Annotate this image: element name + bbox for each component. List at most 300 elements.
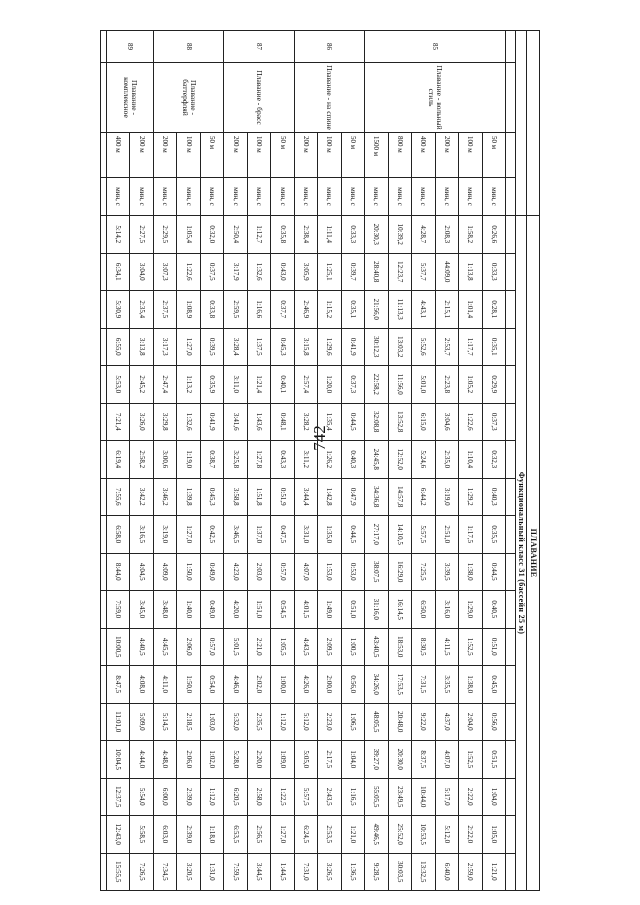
time-cell: 15:55,5 (107, 853, 131, 891)
event-name: Плавание - вольный стиль (365, 63, 506, 133)
unit-cell: мин, с (388, 178, 411, 216)
time-cell: 11:01,0 (107, 703, 131, 741)
time-cell: 1:03,0 (200, 703, 223, 741)
time-cell: 0:47,9 (341, 478, 364, 516)
time-cell: 5:01,0 (412, 366, 435, 404)
time-cell: 44:09,0 (435, 253, 458, 291)
time-cell: 5:12,0 (435, 816, 458, 854)
time-cell: 5:57,5 (294, 778, 317, 816)
time-cell: 20:48,0 (388, 703, 411, 741)
table-row (318, 31, 341, 891)
distance-cell: 100 м (318, 133, 341, 178)
blank-cell (101, 591, 107, 629)
distance-cell: 100 м (247, 133, 270, 178)
time-cell: 0:37,3 (341, 366, 364, 404)
time-cell: 0:57,0 (271, 553, 294, 591)
time-cell: 2:59,5 (224, 291, 247, 329)
time-cell: 1:26,2 (318, 441, 341, 479)
time-cell: 2:18,5 (177, 703, 200, 741)
time-cell: 1:29,2 (459, 478, 482, 516)
table-row (459, 31, 482, 891)
time-cell: 21:56,0 (365, 291, 388, 329)
time-cell: 1:52,5 (459, 628, 482, 666)
time-cell: 0:40,3 (341, 441, 364, 479)
time-cell: 10:44,0 (412, 778, 435, 816)
time-cell: 5:30,9 (107, 291, 131, 329)
time-cell: 6:53,5 (224, 816, 247, 854)
time-cell: 18:53,0 (388, 628, 411, 666)
time-cell: 2:20,0 (247, 741, 270, 779)
time-cell: 11:13,3 (388, 291, 411, 329)
time-cell: 2:50,4 (224, 216, 247, 254)
time-cell: 3:16,0 (435, 591, 458, 629)
time-cell: 3:05,9 (294, 253, 317, 291)
blank-cell (101, 478, 107, 516)
blank-cell (506, 666, 516, 704)
time-cell: 4:11,5 (435, 628, 458, 666)
time-cell: 2:15,1 (435, 291, 458, 329)
time-cell: 3:29,8 (153, 403, 176, 441)
time-cell: 1:06,5 (341, 703, 364, 741)
time-cell: 14:10,5 (388, 516, 411, 554)
time-cell: 2:08,3 (435, 216, 458, 254)
time-cell: 2:21,0 (247, 628, 270, 666)
time-cell: 1:04,0 (482, 778, 505, 816)
time-cell: 0:35,1 (482, 328, 505, 366)
time-cell: 0:45,3 (200, 478, 223, 516)
time-cell: 27:17,0 (365, 516, 388, 554)
event-name: Плавание - брасс (224, 63, 294, 133)
time-cell: 1:21,0 (341, 816, 364, 854)
time-cell: 6:24,5 (294, 816, 317, 854)
time-cell: 0:41,9 (200, 403, 223, 441)
time-cell: 38:07,5 (365, 553, 388, 591)
distance-cell: 400 м (412, 133, 435, 178)
blank-cell (101, 778, 107, 816)
time-cell: 1:50,0 (177, 553, 200, 591)
time-cell: 2:38,4 (294, 216, 317, 254)
time-cell: 1:32,6 (177, 403, 200, 441)
time-cell: 8:37,5 (412, 741, 435, 779)
time-cell: 0:49,0 (200, 591, 223, 629)
time-cell: 4:28,7 (412, 216, 435, 254)
time-cell: 34:26,0 (365, 666, 388, 704)
time-cell: 13:52,8 (388, 403, 411, 441)
blank-cell (101, 366, 107, 404)
time-cell: 1:21,4 (247, 366, 270, 404)
blank-cell (101, 741, 107, 779)
time-cell: 49:46,5 (365, 816, 388, 854)
time-cell: 2:22,0 (459, 778, 482, 816)
time-cell: 7:31,5 (412, 666, 435, 704)
time-cell: 17:53,5 (388, 666, 411, 704)
event-number: 86 (294, 31, 364, 63)
unit-cell: мин, с (294, 178, 317, 216)
time-cell: 7:59,0 (107, 591, 131, 629)
event-number: 87 (224, 31, 294, 63)
time-cell: 1:08,9 (177, 291, 200, 329)
distance-cell: 100 м (459, 133, 482, 178)
unit-cell: мин, с (130, 178, 153, 216)
time-cell: 4:46,0 (224, 666, 247, 704)
distance-cell: 50 м (482, 133, 505, 178)
time-cell: 0:51,9 (271, 478, 294, 516)
blank-cell (506, 853, 516, 891)
time-cell: 2:00,0 (318, 666, 341, 704)
table-row (294, 31, 317, 891)
time-cell: 1:29,6 (318, 328, 341, 366)
time-cell: 0:39,7 (341, 253, 364, 291)
time-cell: 12:43,0 (107, 816, 131, 854)
time-cell: 5:14,2 (107, 216, 131, 254)
time-cell: 3:04,6 (435, 403, 458, 441)
time-cell: 0:54,5 (271, 591, 294, 629)
blank-cell (527, 31, 540, 216)
time-cell: 20:30,0 (388, 741, 411, 779)
time-cell: 24:45,8 (365, 441, 388, 479)
time-cell: 1:04,0 (341, 741, 364, 779)
time-cell: 5:32,0 (224, 703, 247, 741)
time-cell: 2:22,0 (459, 816, 482, 854)
time-cell: 3:15,8 (294, 328, 317, 366)
distance-cell: 200 м (224, 133, 247, 178)
table-row (482, 31, 505, 891)
time-cell: 1:32,6 (247, 253, 270, 291)
time-cell: 1:18,0 (200, 816, 223, 854)
time-cell: 2:57,4 (294, 366, 317, 404)
time-cell: 0:51,5 (482, 741, 505, 779)
time-cell: 3:11,2 (294, 441, 317, 479)
time-cell: 2:51,0 (435, 516, 458, 554)
time-cell: 0:40,3 (482, 478, 505, 516)
time-cell: 3:28,2 (294, 403, 317, 441)
table-row (435, 31, 458, 891)
time-cell: 2:35,0 (435, 441, 458, 479)
blank-cell (101, 703, 107, 741)
table-row (177, 31, 200, 891)
time-cell: 1:12,0 (200, 778, 223, 816)
time-cell: 3:17,9 (224, 253, 247, 291)
blank-tail-row (101, 31, 107, 891)
time-cell: 2:23,8 (435, 366, 458, 404)
time-cell: 1:00,0 (271, 666, 294, 704)
time-cell: 3:28,4 (224, 328, 247, 366)
time-cell: 1:37,5 (247, 328, 270, 366)
time-cell: 2:46,9 (294, 291, 317, 329)
time-cell: 7:21,4 (107, 403, 131, 441)
event-name: Плавание - баттерфляй (153, 63, 223, 133)
unit-cell: мин, с (318, 178, 341, 216)
time-cell: 1:25,1 (318, 253, 341, 291)
time-cell: 10:00,5 (107, 628, 131, 666)
blank-cell (101, 328, 107, 366)
time-cell: 1:35,0 (318, 516, 341, 554)
time-cell: 0:40,1 (271, 366, 294, 404)
time-cell: 1:49,0 (318, 591, 341, 629)
time-cell: 4:09,0 (153, 553, 176, 591)
event-number: 89 (107, 31, 154, 63)
time-cell: 6:15,0 (412, 403, 435, 441)
time-cell: 20:30,3 (365, 216, 388, 254)
time-cell: 16:29,0 (388, 553, 411, 591)
time-cell: 4:01,5 (294, 591, 317, 629)
time-cell: 2:09,5 (318, 628, 341, 666)
time-cell: 4:44,0 (130, 741, 153, 779)
time-cell: 0:33,3 (482, 253, 505, 291)
time-cell: 0:32,0 (200, 216, 223, 254)
time-cell: 1:09,0 (271, 741, 294, 779)
blank-cell (506, 366, 516, 404)
time-cell: 0:51,0 (482, 628, 505, 666)
blank-cell (506, 328, 516, 366)
blank-cell (506, 591, 516, 629)
subtitle-row (516, 31, 527, 891)
time-cell: 2:02,0 (247, 666, 270, 704)
time-cell: 9:22,0 (412, 703, 435, 741)
table-row (130, 31, 153, 891)
time-cell: 7:25,5 (412, 553, 435, 591)
unit-cell: мин, с (459, 178, 482, 216)
time-cell: 1:05,4 (177, 216, 200, 254)
time-cell: 1:17,7 (459, 328, 482, 366)
time-cell: 0:35,9 (200, 366, 223, 404)
distance-cell: 200 м (294, 133, 317, 178)
blank-cell (506, 291, 516, 329)
time-cell: 1:39,8 (177, 478, 200, 516)
time-cell: 1:43,6 (247, 403, 270, 441)
time-cell: 4:37,0 (435, 703, 458, 741)
table-row (200, 31, 223, 891)
time-cell: 32:08,8 (365, 403, 388, 441)
time-cell: 2:06,0 (177, 741, 200, 779)
blank-cell (101, 441, 107, 479)
distance-cell: 800 м (388, 133, 411, 178)
time-cell: 5:09,0 (130, 703, 153, 741)
unit-cell: мин, с (341, 178, 364, 216)
time-cell: 3:11,0 (224, 366, 247, 404)
time-cell: 0:42,5 (200, 516, 223, 554)
blank-cell (101, 666, 107, 704)
time-cell: 1:05,0 (482, 816, 505, 854)
time-cell: 0:43,3 (271, 441, 294, 479)
time-cell: 3:26,0 (130, 403, 153, 441)
time-cell: 0:37,7 (271, 291, 294, 329)
time-cell: 1:58,2 (459, 216, 482, 254)
time-cell: 1:10,4 (459, 441, 482, 479)
time-cell: 5:12,0 (294, 703, 317, 741)
time-cell: 5:57,5 (412, 516, 435, 554)
table-row (341, 31, 364, 891)
table-row (365, 31, 388, 891)
time-cell: 2:06,0 (177, 628, 200, 666)
title-row (527, 31, 540, 891)
time-cell: 1:20,0 (318, 366, 341, 404)
time-cell: 1:40,0 (177, 591, 200, 629)
time-cell: 0:29,9 (482, 366, 505, 404)
time-cell: 0:44,5 (341, 516, 364, 554)
time-cell: 4:04,5 (130, 553, 153, 591)
table-row (247, 31, 270, 891)
event-number: 85 (365, 31, 506, 63)
blank-cell (506, 741, 516, 779)
time-cell: 30:03,5 (388, 853, 411, 891)
time-cell: 1:31,0 (200, 853, 223, 891)
time-cell: 0:51,0 (341, 591, 364, 629)
time-cell: 0:37,5 (200, 253, 223, 291)
blank-cell (506, 703, 516, 741)
time-cell: 0:53,0 (341, 553, 364, 591)
time-cell: 4:07,0 (435, 741, 458, 779)
unit-cell: мин, с (365, 178, 388, 216)
blank-cell (101, 63, 107, 133)
time-cell: 4:43,1 (412, 291, 435, 329)
time-cell: 1:12,7 (247, 216, 270, 254)
time-cell: 8:30,5 (412, 628, 435, 666)
time-cell: 6:40,0 (435, 853, 458, 891)
blank-cell (506, 478, 516, 516)
distance-cell: 200 м (130, 133, 153, 178)
time-cell: 1:51,8 (247, 478, 270, 516)
time-cell: 4:08,0 (130, 666, 153, 704)
time-cell: 1:50,0 (177, 666, 200, 704)
time-cell: 1:38,0 (459, 666, 482, 704)
time-cell: 5:52,6 (412, 328, 435, 366)
time-cell: 8:47,5 (107, 666, 131, 704)
standards-table (100, 30, 540, 891)
time-cell: 5:58,5 (130, 816, 153, 854)
unit-cell: мин, с (435, 178, 458, 216)
time-cell: 1:38,0 (459, 553, 482, 591)
time-cell: 4:11,0 (153, 666, 176, 704)
time-cell: 3:26,5 (318, 853, 341, 891)
blank-cell (506, 63, 516, 133)
time-cell: 2:56,5 (247, 816, 270, 854)
blank-cell (101, 253, 107, 291)
time-cell: 3:19,0 (153, 516, 176, 554)
time-cell: 0:38,7 (200, 441, 223, 479)
blank-cell (101, 178, 107, 216)
time-cell: 0:28,1 (482, 291, 505, 329)
time-cell: 1:02,0 (200, 741, 223, 779)
time-cell: 1:27,0 (271, 816, 294, 854)
time-cell: 25:52,0 (388, 816, 411, 854)
time-cell: 0:48,1 (271, 403, 294, 441)
blank-cell (101, 553, 107, 591)
time-cell: 5:17,0 (435, 778, 458, 816)
time-cell: 2:45,2 (130, 366, 153, 404)
time-cell: 0:41,9 (341, 328, 364, 366)
time-cell: 5:28,0 (224, 741, 247, 779)
time-cell: 1:42,8 (318, 478, 341, 516)
time-cell: 1:44,5 (271, 853, 294, 891)
time-cell: 0:32,3 (482, 441, 505, 479)
time-cell: 12:37,5 (107, 778, 131, 816)
time-cell: 6:03,0 (153, 816, 176, 854)
time-cell: 1:12,0 (271, 703, 294, 741)
time-cell: 8:44,0 (107, 553, 131, 591)
time-cell: 3:19,0 (435, 478, 458, 516)
time-cell: 3:17,3 (153, 328, 176, 366)
time-cell: 1:37,0 (247, 516, 270, 554)
unit-cell: мин, с (200, 178, 223, 216)
time-cell: 2:27,5 (130, 216, 153, 254)
time-cell: 0:35,5 (482, 516, 505, 554)
time-cell: 5:37,7 (412, 253, 435, 291)
time-cell: 2:39,0 (177, 778, 200, 816)
distance-cell: 200 м (153, 133, 176, 178)
blank-cell (101, 516, 107, 554)
distance-cell: 400 м (107, 133, 131, 178)
time-cell: 3:16,5 (130, 516, 153, 554)
time-cell: 4:23,0 (224, 553, 247, 591)
time-cell: 5:14,5 (153, 703, 176, 741)
blank-cell (506, 778, 516, 816)
unit-cell: мин, с (482, 178, 505, 216)
time-cell: 48:05,5 (365, 703, 388, 741)
time-cell: 6:44,2 (412, 478, 435, 516)
time-cell: 1:16,6 (247, 291, 270, 329)
table-row (388, 31, 411, 891)
time-cell: 0:35,1 (341, 291, 364, 329)
time-cell: 6:34,1 (107, 253, 131, 291)
time-cell: 0:57,0 (200, 628, 223, 666)
time-cell: 43:40,5 (365, 628, 388, 666)
unit-cell: мин, с (224, 178, 247, 216)
time-cell: 4:45,5 (153, 628, 176, 666)
time-cell: 0:49,0 (200, 553, 223, 591)
time-cell: 9:28,5 (365, 853, 388, 891)
time-cell: 0:37,3 (482, 403, 505, 441)
time-cell: 22:58,2 (365, 366, 388, 404)
time-cell: 4:40,5 (130, 628, 153, 666)
time-cell: 30:12,3 (365, 328, 388, 366)
section-title: ПЛАВАНИЕ (527, 216, 540, 891)
distance-cell: 50 м (341, 133, 364, 178)
blank-cell (101, 853, 107, 891)
time-cell: 2:53,7 (435, 328, 458, 366)
blank-cell (506, 816, 516, 854)
time-cell: 6:58,0 (107, 516, 131, 554)
time-cell: 7:26,5 (130, 853, 153, 891)
time-cell: 3:04,0 (130, 253, 153, 291)
time-cell: 4:20,0 (224, 591, 247, 629)
time-cell: 3:35,5 (435, 666, 458, 704)
time-cell: 1:05,5 (271, 628, 294, 666)
time-cell: 3:45,0 (130, 591, 153, 629)
time-cell: 3:00,6 (153, 441, 176, 479)
time-cell: 39:27,0 (365, 741, 388, 779)
time-cell: 3:31,0 (294, 516, 317, 554)
subtitle: Функциональный класс 31 (бассейн 25 м) (516, 216, 527, 891)
time-cell: 23:49,5 (388, 778, 411, 816)
time-cell: 3:48,0 (153, 591, 176, 629)
time-cell: 3:39,5 (435, 553, 458, 591)
time-cell: 6:20,5 (224, 778, 247, 816)
time-cell: 0:54,0 (200, 666, 223, 704)
time-cell: 1:29,0 (459, 591, 482, 629)
time-cell: 1:52,5 (459, 741, 482, 779)
distance-cell: 50 м (200, 133, 223, 178)
unit-cell: мин, с (107, 178, 131, 216)
time-cell: 5:01,5 (224, 628, 247, 666)
time-cell: 31:16,0 (365, 591, 388, 629)
time-cell: 10:39,2 (388, 216, 411, 254)
time-cell: 6:00,0 (153, 778, 176, 816)
blank-cell (506, 441, 516, 479)
table-row (224, 31, 247, 891)
blank-cell (516, 31, 527, 216)
time-cell: 4:26,0 (294, 666, 317, 704)
